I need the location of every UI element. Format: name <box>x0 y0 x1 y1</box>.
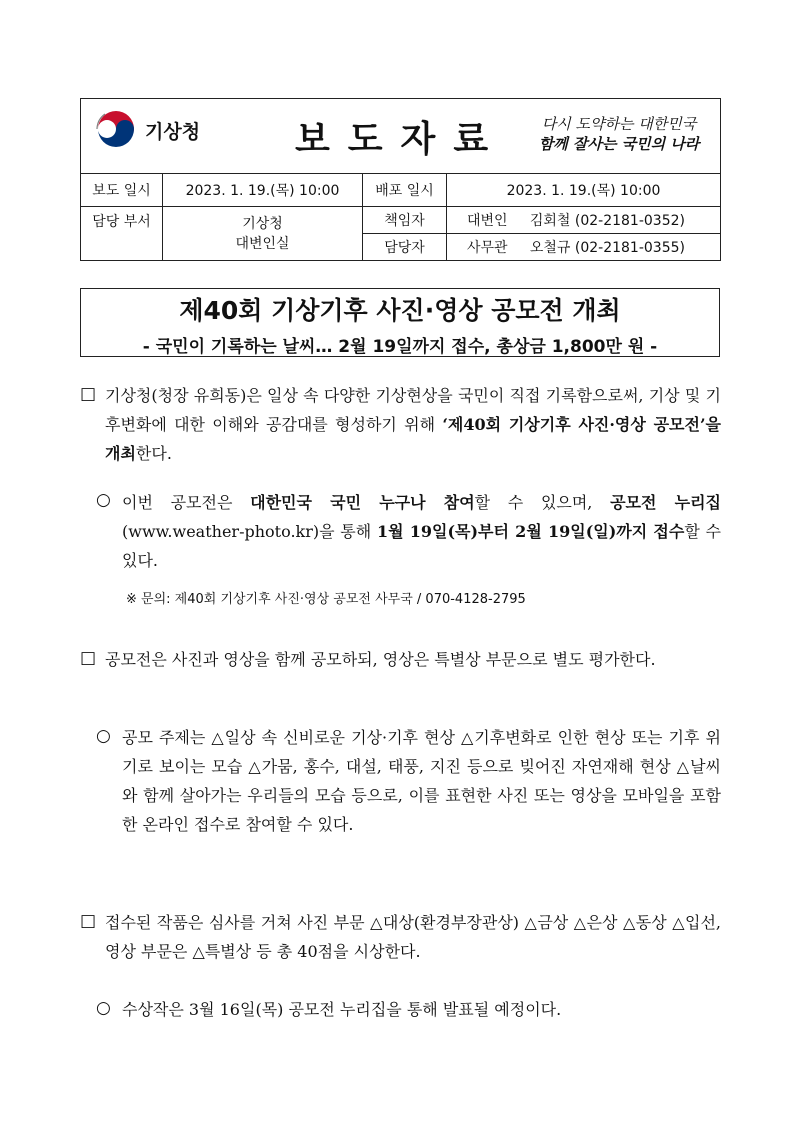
p1-1-text-g: 할 수 있다. <box>122 522 721 570</box>
headline-box <box>80 288 720 357</box>
release-date-value: 2023. 1. 19.(목) 10:00 <box>447 174 721 207</box>
slogan-line-2: 함께 잘사는 국민의 나라 <box>538 135 700 153</box>
paragraph-3: 접수된 작품은 심사를 거쳐 사진 부문 △대상(환경부장관상) △금상 △은상 △동상 △입선, 영상 부문은 △특별상 등 총 40점을 시상한다. <box>105 913 721 961</box>
inquiry-note: ※ 문의: 제40회 기상기후 사진·영상 공모전 사무국 / 070-4128-2795 <box>126 592 526 607</box>
agency-name: 기상청 <box>145 121 201 143</box>
p1-text-b: ‘제40회 기상기후 사진·영상 공모전’을 개최 <box>105 415 721 463</box>
p1-1-text-d: 공모전 누리집 <box>610 493 722 512</box>
manager-title: 대변인 <box>467 213 508 229</box>
p1-1-text-f: 1월 19일(목)부터 2월 19일(일)까지 접수 <box>376 522 685 541</box>
contact-name-phone: 오철규 (02-2181-0355) <box>529 240 685 256</box>
paragraph-2: 공모전은 사진과 영상을 함께 공모하되, 영상은 특별상 부문으로 별도 평가한다. <box>105 650 656 669</box>
dept-line-2: 대변인실 <box>235 235 290 252</box>
square-bullet-2: □ <box>80 648 97 668</box>
header-table <box>80 98 721 261</box>
contact-value <box>447 234 721 261</box>
slogan <box>529 114 709 154</box>
headline-main: 제40회 기상기후 사진·영상 공모전 개최 <box>179 296 621 325</box>
release-date-label: 배포 일시 <box>363 174 447 207</box>
paragraph-1 <box>105 381 721 468</box>
headline-sub: - 국민이 기록하는 날씨… 2월 19일까지 접수, 총상금 1,800만 원 - <box>142 337 658 357</box>
manager-label: 책임자 <box>363 207 447 234</box>
paragraph-1-1 <box>122 488 721 575</box>
masthead <box>81 99 721 174</box>
dept-label: 담당 부서 <box>81 207 163 261</box>
taegeuk-logo-icon <box>95 108 137 150</box>
manager-value <box>447 207 721 234</box>
report-date-label: 보도 일시 <box>81 174 163 207</box>
contact-label: 담당자 <box>363 234 447 261</box>
report-date-value: 2023. 1. 19.(목) 10:00 <box>163 174 363 207</box>
dept-value <box>163 207 363 261</box>
square-bullet-1: □ <box>80 384 97 404</box>
circle-bullet-1: ○ <box>96 490 111 510</box>
doc-title: 보도자료 <box>295 118 507 160</box>
p1-text-c: 한다. <box>135 444 172 463</box>
p1-1-text-b: 대한민국 국민 누구나 참여 <box>250 493 475 512</box>
dept-line-1: 기상청 <box>242 215 283 232</box>
circle-bullet-3: ○ <box>96 998 111 1018</box>
paragraph-2-1: 공모 주제는 △일상 속 신비로운 기상·기후 현상 △기후변화로 인한 현상 또는 기후 위기로 보이는 모습 △가뭄, 홍수, 대설, 태풍, 지진 등으로 빚어진 자연재해 현상 △날씨와 함께 살아가는 우리들의 모습 등으로, 이를 표현한 사진 또는 영상을 모바일을 포함한 온라인 접수로 참여할 수 있다. <box>122 728 721 834</box>
p1-1-text-c: 할 수 있으며, <box>474 493 611 512</box>
p1-1-text-a: 이번 공모전은 <box>122 493 251 512</box>
square-bullet-3: □ <box>80 911 97 931</box>
p1-text-a: 기상청(청장 유희동)은 일상 속 다양한 기상현상을 국민이 직접 기록함으로써, 기상 및 기후변화에 대한 이해와 공감대를 형성하기 위해 <box>105 386 721 434</box>
manager-name-phone: 김회철 (02-2181-0352) <box>529 213 685 229</box>
paragraph-3-1: 수상작은 3월 16일(목) 공모전 누리집을 통해 발표될 예정이다. <box>122 1000 562 1019</box>
circle-bullet-2: ○ <box>96 726 111 746</box>
contact-title: 사무관 <box>467 240 508 256</box>
p1-1-text-e: (www.weather-photo.kr)을 통해 <box>122 522 377 541</box>
slogan-line-1: 다시 도약하는 대한민국 <box>541 115 697 133</box>
